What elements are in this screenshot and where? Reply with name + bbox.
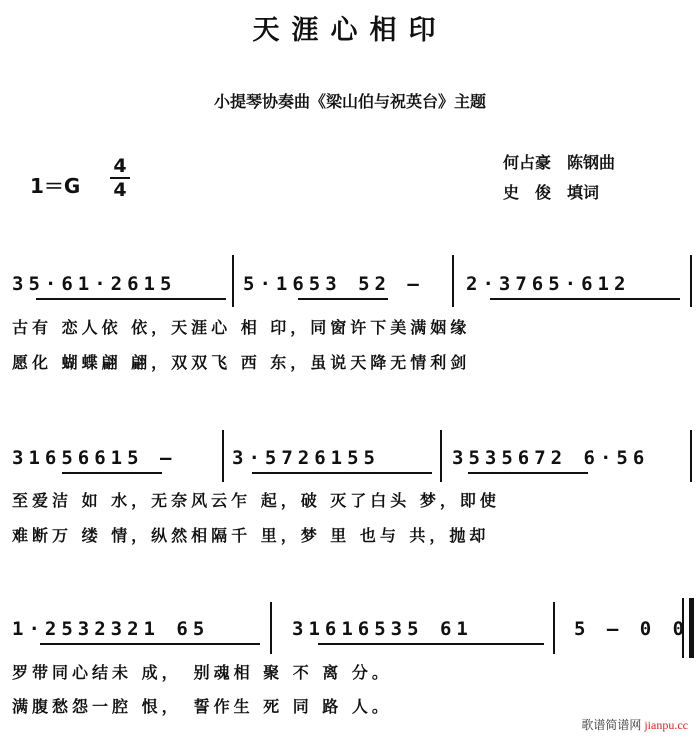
underline-beam (62, 472, 162, 474)
lyrics-verse-2: 愿化 蝴蝶翩 翩，双双飞 西 东，虽说天降无情利剑 (12, 353, 471, 372)
barline (232, 255, 234, 307)
song-title: 天涯心相印 (252, 15, 448, 46)
underline-beam (40, 643, 260, 645)
lyrics-verse-1: 至爱洁 如 水，无奈风云乍 起，破 灭了白头 梦，即使 (12, 491, 500, 510)
barline (690, 430, 692, 482)
underline-beam (490, 298, 680, 300)
watermark-url: jianpu.cc (644, 718, 688, 732)
measure: 5·1653 52 – (243, 273, 424, 295)
final-barline-thick (689, 598, 694, 658)
lyrics-verse-1: 罗带同心结未 成， 别魂相 聚 不 离 分。 (12, 663, 392, 682)
composer-credit: 何占豪 陈钢曲 (503, 153, 616, 172)
barline (270, 602, 272, 654)
time-numerator: 4 (113, 155, 127, 177)
measure: 5 – 0 0 (574, 618, 690, 640)
time-signature (110, 156, 130, 200)
measure: 2·3765·612 (466, 273, 631, 295)
measure: 31616535 61 (292, 618, 473, 640)
lyricist-credit: 史 俊 填词 (503, 183, 600, 202)
site-watermark (581, 716, 688, 733)
time-denominator: 4 (113, 179, 127, 201)
underline-beam (36, 298, 226, 300)
measure: 35·61·2615 (12, 273, 177, 295)
barline (452, 255, 454, 307)
barline (222, 430, 224, 482)
measure: 1·2532321 65 (12, 618, 210, 640)
underline-beam (298, 298, 388, 300)
song-subtitle: 小提琴协奏曲《梁山伯与祝英台》主题 (213, 92, 486, 111)
underline-beam (468, 472, 588, 474)
barline (553, 602, 555, 654)
measure: 3535672 6·56 (452, 447, 650, 469)
watermark-text: 歌谱简谱网 (581, 718, 642, 732)
underline-beam (252, 472, 432, 474)
key-signature: 1＝G (30, 174, 81, 198)
measure: 3·5726155 (232, 447, 380, 469)
lyrics-verse-2: 难断万 缕 情，纵然相隔千 里，梦 里 也与 共，抛却 (12, 526, 490, 545)
credits (503, 148, 615, 208)
lyrics-verse-1: 古有 恋人依 依，天涯心 相 印，同窗许下美满姻缘 (12, 318, 471, 337)
measure: 31656615 – (12, 447, 177, 469)
lyrics-verse-2: 满腹愁怨一腔 恨， 誓作生 死 同 路 人。 (12, 697, 392, 716)
barline (440, 430, 442, 482)
barline (690, 255, 692, 307)
underline-beam (318, 643, 544, 645)
